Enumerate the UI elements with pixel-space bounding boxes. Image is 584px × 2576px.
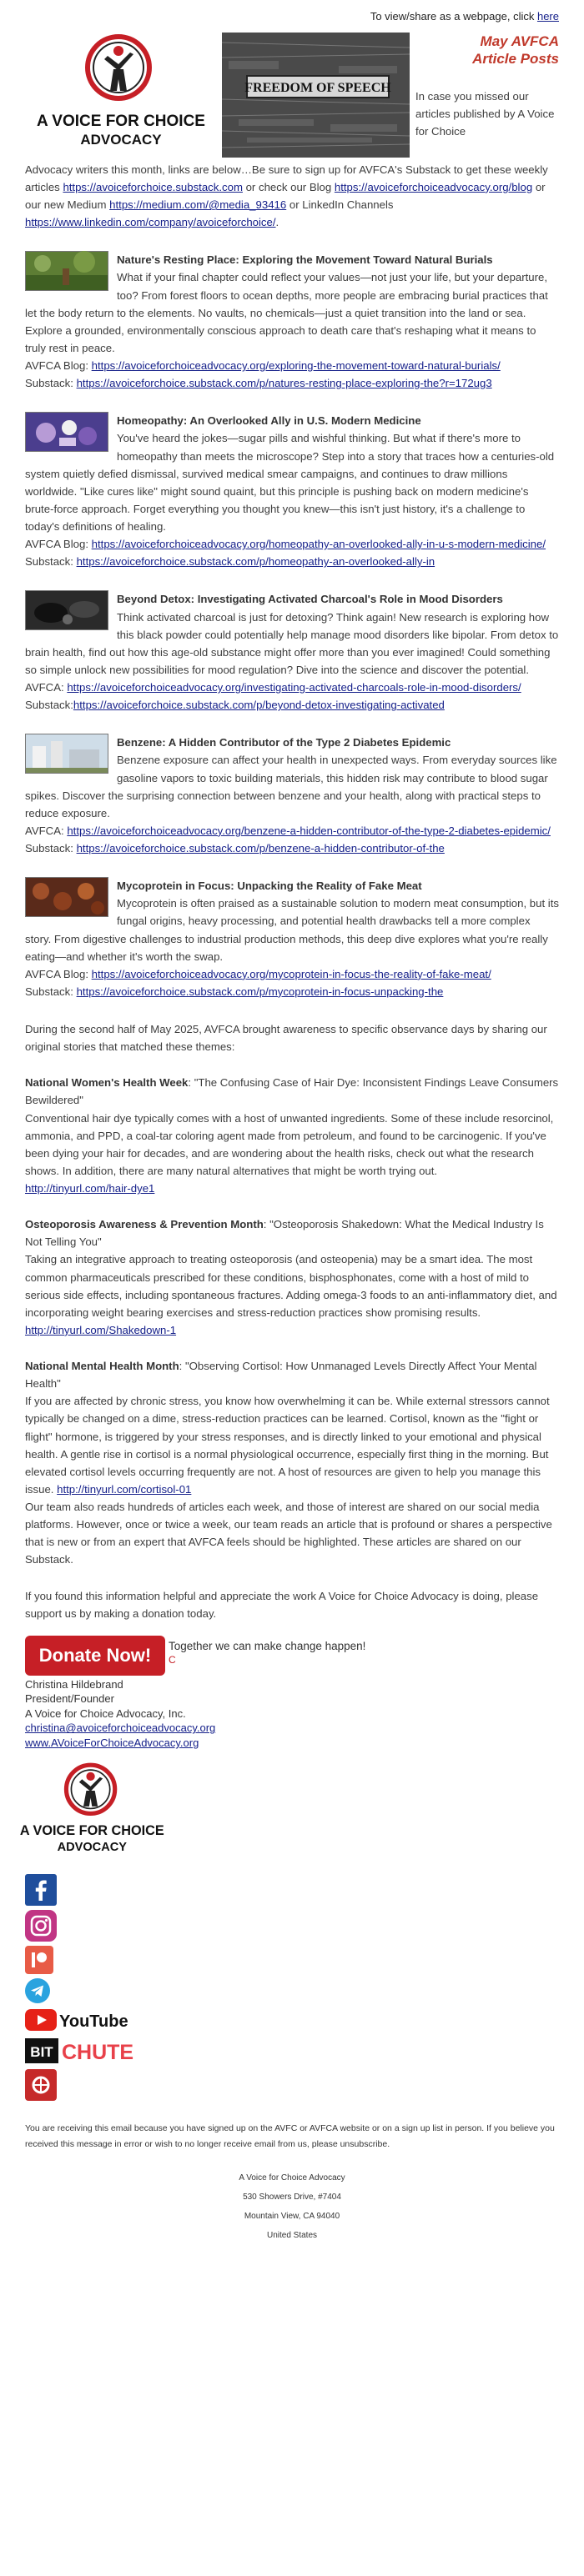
article-body: What if your final chapter could reflect your values—not just your life, but your departure, too? From forest floors to ocean depths, more people are embracing burial practices that let the body return to the elements. No vaults, no chemicals—just a quiet transition into the land or sea. Explore a grounded, environmentally conscious approach to death care that's reshaping what it means to truly rest in peace.: [25, 271, 548, 354]
telegram-icon[interactable]: [25, 1978, 50, 2003]
benzene-thumbnail: [25, 734, 108, 774]
observance-name: Osteoporosis Awareness & Prevention Month: [25, 1218, 264, 1231]
natural-burial-thumbnail: [25, 251, 108, 291]
article-substack-link[interactable]: https://avoiceforchoice.substack.com/p/mycoprotein-in-focus-unpacking-the: [76, 985, 444, 998]
webpage-line: [0, 0, 584, 29]
observance-body: If you are affected by chronic stress, you know how overwhelming it can be. While external stressors cannot typically be changed on a dime, stress-reduction practices can be learned. Cortisol, known as the "fight or flight" hormone, is triggered by your stress responses, and is directly linked to your emotional and physical health. A gentle rise in cortisol is a normal physiological occurrence, especially first thing in the morning. But elevated cortisol levels occurring frequently are not. A host of resources are given to help you manage this issue.: [25, 1395, 550, 1496]
team-paragraph: Our team also reads hundreds of articles each week, and those of interest are shared on our social media platforms. However, once or twice a week, our team reads an article that is profound or shares a perspective that is new or from an expert that AVFCA feels should be highlighted. These articles are shared on our Substack.: [25, 1501, 552, 1566]
article-blog-link[interactable]: https://avoiceforchoiceadvocacy.org/investigating-activated-charcoals-role-in-mood-disorders/: [67, 681, 521, 694]
article-title: Nature's Resting Place: Exploring the Movement Toward Natural Burials: [117, 253, 493, 267]
observance-item: [25, 1215, 559, 1339]
homeopathy-thumbnail: [25, 412, 108, 452]
bitchute-text: CHUTE: [62, 2040, 134, 2064]
article-title: Homeopathy: An Overlooked Ally in U.S. Modern Medicine: [117, 414, 421, 428]
gab-icon[interactable]: [25, 2069, 57, 2101]
article-substack-link[interactable]: https://avoiceforchoice.substack.com/p/natures-resting-place-exploring-the?r=172ug3: [76, 377, 492, 390]
observance-quote: : "Observing Cortisol: How Unmanaged Levels Directly Affect Your Mental Health": [25, 1360, 537, 1391]
article-item: Mycoprotein in Focus: Unpacking the Reality of Fake Meat Mycoprotein is often praised as a sustainable solution to modern meat consumption, but its fungal origins, heavy processing, and potential health drawbacks tell a more complex story. From digestive challenges to industrial production methods, this deep dive explores what you're really eating—and whether it's worth the swap. AVFCA Blog: https://avoiceforchoiceadvocacy.org/mycoprotein-in-focus-the-reality-of-fake-meat/ Substack: https://avoiceforchoice.substack.com/p/mycoprotein-in-focus-unpacking-the: [25, 877, 559, 1000]
signature: [25, 1677, 559, 1751]
blog-link[interactable]: https://avoiceforchoiceadvocacy.org/blog: [334, 180, 533, 193]
donate-text: Together we can make change happen! C: [169, 1639, 366, 1666]
instagram-icon[interactable]: [25, 1910, 57, 1942]
article-item: Beyond Detox: Investigating Activated Charcoal's Role in Mood Disorders Think activated charcoal is just for detoxing? Think again! New research is exploring how this black powder could potentially help manage mood disorders like bipolar. From detox to brain health, find out how this age-old substance might offer more than you ever imagined! Could something so simple unlock new possibilities for mood regulation? Dive into the science and discover the potential. AVFCA: https://avoiceforchoiceadvocacy.org/investigating-activated-charcoals-role-in-mood-disorders/ Substack:https://avoiceforchoice.substack.com/p/beyond-detox-investigating-activated: [25, 590, 559, 714]
observance-quote: : "The Confusing Case of Hair Dye: Inconsistent Findings Leave Consumers Bewildered": [25, 1076, 559, 1107]
article-title: Beyond Detox: Investigating Activated Charcoal's Role in Mood Disorders: [117, 593, 503, 606]
avfca-logo-footer: [19, 1761, 192, 1861]
article-blog-link[interactable]: https://avoiceforchoiceadvocacy.org/homeopathy-an-overlooked-ally-in-u-s-modern-medicine/: [91, 538, 546, 551]
article-blog-link[interactable]: https://avoiceforchoiceadvocacy.org/benzene-a-hidden-contributor-of-the-type-2-diabetes-epidemic/: [67, 824, 551, 837]
linkedin-link[interactable]: https://www.linkedin.com/company/avoiceforchoice/: [25, 216, 276, 229]
article-title: Benzene: A Hidden Contributor of the Type 2 Diabetes Epidemic: [117, 736, 451, 749]
intro-paragraph: Advocacy writers this month, links are below…Be sure to sign up for AVFCA's Substack to get these weekly articles https://avoiceforchoice.substack.com or check our Blog https://avoiceforchoiceadvocacy.org/blog or our new Medium https://medium.com/@media_93416 or LinkedIn Channels https://www.linkedin.com/company/avoiceforchoice/.: [25, 163, 548, 229]
may-title: [415, 33, 559, 68]
observance-quote: : "Osteoporosis Shakedown: What the Medical Industry Is Not Telling You": [25, 1218, 544, 1249]
article-body: Mycoprotein is often praised as a sustainable solution to modern meat consumption, but its fungal origins, heavy processing, and potential health drawbacks tell a more complex story. From digestive challenges to industrial production methods, this deep dive explores what you're really eating—and whether it's worth the swap.: [25, 897, 559, 963]
charcoal-thumbnail: [25, 590, 108, 630]
observance-name: National Women's Health Week: [25, 1076, 189, 1090]
signature-website[interactable]: www.AVoiceForChoiceAdvocacy.org: [25, 1736, 199, 1749]
article-substack-link[interactable]: https://avoiceforchoice.substack.com/p/benzene-a-hidden-contributor-of-the: [76, 842, 445, 855]
footer-logo-line2: ADVOCACY: [57, 1840, 127, 1854]
article-blog-link[interactable]: https://avoiceforchoiceadvocacy.org/mycoprotein-in-focus-the-reality-of-fake-meat/: [91, 967, 491, 980]
webpage-text: To view/share as a webpage, click: [370, 10, 537, 23]
article-title: Mycoprotein in Focus: Unpacking the Reality of Fake Meat: [117, 880, 422, 893]
article-item: Benzene: A Hidden Contributor of the Type 2 Diabetes Epidemic Benzene exposure can affect your health in unexpected ways. From everyday sources like gasoline vapors to toxic building materials, this hidden risk may contribute to blood sugar spikes. Discover the surprising connection between benzene and your health, along with practical steps to reduce exposure. AVFCA: https://avoiceforchoiceadvocacy.org/benzene-a-hidden-contributor-of-the-type-2-diabetes-epidemic/ Substack: https://avoiceforchoice.substack.com/p/benzene-a-hidden-contributor-of-the: [25, 734, 559, 857]
title-line1: May AVFCA: [480, 33, 559, 49]
facebook-icon[interactable]: [25, 1874, 57, 1906]
observance-item: [25, 1357, 559, 1569]
avfca-logo: [25, 33, 217, 158]
observance-name: National Mental Health Month: [25, 1360, 179, 1373]
article-blog-link[interactable]: https://avoiceforchoiceadvocacy.org/exploring-the-movement-toward-natural-burials/: [91, 359, 501, 373]
footer-notice: You are receiving this email because you have signed up on the AVFC or AVFCA website or on a sign up list in person. If you believe you received this message in error or wish to no longer receive email from us, please unsubscribe.: [25, 2122, 555, 2149]
observance-body: Conventional hair dye typically comes with a host of unwanted ingredients. Some of these include resorcinol, ammonia, and PPD, a coal-tar coloring agent made from petroleum, and found to be carcinogenic. If you've been dying your hair for decades, and are wondering about the health risks, check out what the research shows. In addition, there are many natural alternatives that might be worth trying out.: [25, 1111, 554, 1177]
youtube-icon[interactable]: [25, 2007, 128, 2032]
bitchute-box-text: BIT: [30, 2043, 53, 2060]
logo-line2: ADVOCACY: [80, 131, 162, 148]
freedom-of-speech-text: FREEDOM OF SPEECH: [244, 80, 391, 95]
article-item: Nature's Resting Place: Exploring the Movement Toward Natural Burials What if your final chapter could reflect your values—not just your life, but your departure, too? From forest floors to ocean depths, more people are embracing burial practices that let the body return to the elements. No vaults, no chemicals—just a quiet transition into the land or sea. Explore a grounded, environmentally conscious approach to death care that's reshaping what it means to truly rest in peace. AVFCA Blog: https://avoiceforchoiceadvocacy.org/exploring-the-movement-toward-natural-burials/ Substack: https://avoiceforchoice.substack.com/p/natures-resting-place-exploring-the?r=172ug3: [25, 251, 559, 392]
observance-link[interactable]: http://tinyurl.com/Shakedown-1: [25, 1323, 177, 1336]
article-substack-link[interactable]: https://avoiceforchoice.substack.com/p/beyond-detox-investigating-activated: [73, 699, 445, 712]
intro-right-text: In case you missed our articles published by A Voice for Choice: [415, 89, 555, 138]
mycoprotein-thumbnail: [25, 877, 108, 917]
freedom-of-speech-image: [222, 33, 410, 158]
observance-item: [25, 1074, 559, 1197]
substack-link[interactable]: https://avoiceforchoice.substack.com: [63, 180, 243, 193]
signature-email[interactable]: christina@avoiceforchoiceadvocacy.org: [25, 1722, 216, 1735]
medium-link[interactable]: https://medium.com/@media_93416: [109, 198, 287, 212]
mailing-address: A Voice for Choice Advocacy 530 Showers Drive, #7404 Mountain View, CA 94040 United States: [239, 2173, 345, 2241]
observance-link[interactable]: http://tinyurl.com/hair-dye1: [25, 1182, 155, 1195]
article-substack-link[interactable]: https://avoiceforchoice.substack.com/p/homeopathy-an-overlooked-ally-in: [76, 555, 435, 569]
logo-line1: A VOICE FOR CHOICE: [37, 112, 205, 130]
observance-body: Taking an integrative approach to treating osteoporosis (and osteopenia) may be a smart idea. The most common pharmaceuticals prescribed for these conditions, bisphosphonates, come with a host of mild to serious side effects, including spontaneous fractures. Adding omega-3 foods to an anti-inflammatory diet, and incorporating weight bearing exercises and stress-reduction practices show promising results.: [25, 1253, 557, 1319]
social-icons: [25, 1874, 559, 2101]
youtube-text: YouTube: [59, 2012, 128, 2031]
signature-org: A Voice for Choice Advocacy, Inc.: [25, 1706, 186, 1720]
appeal-paragraph: If you found this information helpful and appreciate the work A Voice for Choice Advocacy is doing, please support us by making a donation today.: [25, 1589, 539, 1620]
signature-title: President/Founder: [25, 1692, 114, 1706]
article-body: Benzene exposure can affect your health in unexpected ways. From everyday sources like gasoline vapors to toxic building materials, this hidden risk may contribute to blood sugar spikes. Discover the surprising connection between benzene and your health, along with practical steps to reduce exposure.: [25, 754, 557, 819]
observance-link[interactable]: http://tinyurl.com/cortisol-01: [57, 1482, 192, 1496]
email-body: [19, 29, 559, 2246]
article-item: Homeopathy: An Overlooked Ally in U.S. Modern Medicine You've heard the jokes—sugar pills and wishful thinking. But what if there's more to homeopathy than meets the microscope? Step into a story that traces how a centuries-old system quietly defied dismissal, survived medical smear campaigns, and continues to draw millions worldwide. "Like cures like" might sound quaint, but this principle is pushing back on modern medicine's brute-force approach. Forget everything you thought you knew—this isn't just history, it's a challenge to today's definitions of healing. AVFCA Blog: https://avoiceforchoiceadvocacy.org/homeopathy-an-overlooked-ally-in-u-s-modern-medicine/ Substack: https://avoiceforchoice.substack.com/p/homeopathy-an-overlooked-ally-in: [25, 412, 559, 570]
signature-name: Christina Hildebrand: [25, 1677, 123, 1691]
patreon-icon[interactable]: [25, 1946, 53, 1974]
second-half-paragraph: During the second half of May 2025, AVFCA brought awareness to specific observance days by sharing our original stories that matched these themes:: [25, 1023, 547, 1054]
article-body: You've heard the jokes—sugar pills and wishful thinking. But what if there's more to homeopathy than meets the microscope? Step into a story that traces how a centuries-old system quietly defied dismissal, survived medical smear campaigns, and continues to draw millions worldwide. "Like cures like" might sound quaint, but this principle is pushing back on modern medicine's brute-force approach. Forget everything you thought you knew—this isn't just history, it's a challenge to today's definitions of healing.: [25, 432, 555, 534]
title-line2: Article Posts: [472, 51, 559, 68]
header-area: [25, 29, 559, 171]
article-body: Think activated charcoal is just for detoxing? Think again! New research is exploring how this black powder could potentially help manage mood disorders like bipolar. From detox to brain health, find out how this age-old substance might offer more than you ever imagined! Could something so simple unlock new possibilities for mood regulation? Dive into the science and discover the potential.: [25, 610, 559, 676]
footer-logo-line1: A VOICE FOR CHOICE: [19, 1822, 164, 1838]
here-link[interactable]: here: [536, 10, 559, 23]
donate-button[interactable]: Donate Now!: [25, 1636, 165, 1676]
bitchute-icon[interactable]: [25, 2037, 150, 2065]
donate-row: [25, 1634, 559, 1677]
